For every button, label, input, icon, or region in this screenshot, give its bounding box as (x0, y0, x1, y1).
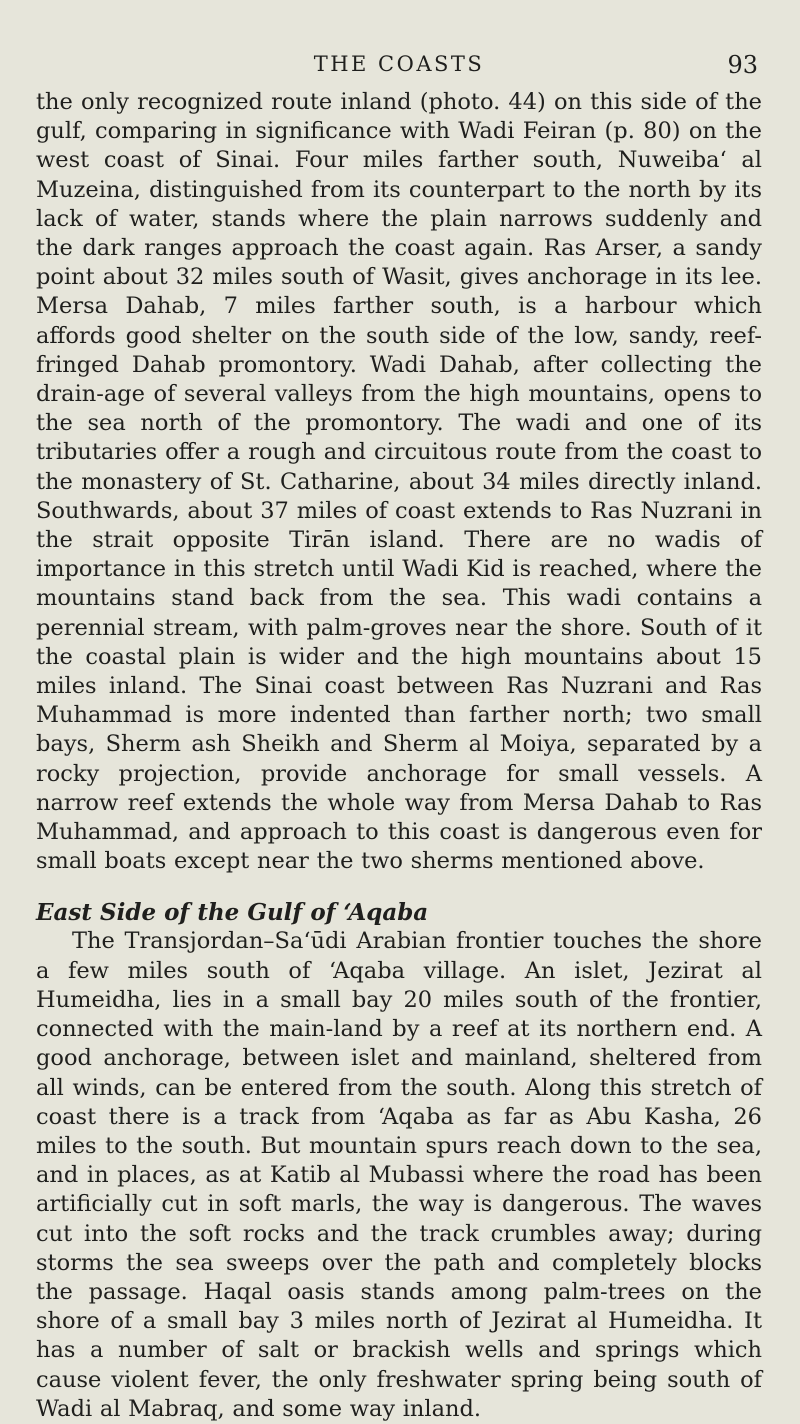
body-paragraph-1: the only recognized route inland (photo. 44) on this side of the gulf, comparing in significance with Wadi Feiran (p. 80) on the west coast of Sinai. Four miles farther south, Nuweiba‘ al Muzeina, distinguished from its counterpart to the north by its lack of water, stands where the plain narrows suddenly and the dark ranges approach the coast again. Ras Arser, a sandy point about 32 miles south of Wasit, gives anchorage in its lee. Mersa Dahab, 7 miles farther south, is a harbour which affords good shelter on the south side of the low, sandy, reef-fringed Dahab promontory. Wadi Dahab, after collecting the drain-age of several valleys from the high mountains, opens to the sea north of the promontory. The wadi and one of its tributaries offer a rough and circuitous route from the coast to the monastery of St. Catharine, about 34 miles directly inland. Southwards, about 37 miles of coast extends to Ras Nuzrani in the strait opposite Tirān island. There are no wadis of importance in this stretch until Wadi Kid is reached, where the mountains stand back from the sea. This wadi contains a perennial stream, with palm-groves near the shore. South of it the coastal plain is wider and the high mountains about 15 miles inland. The Sinai coast between Ras Nuzrani and Ras Muhammad is more indented than farther north; two small bays, Sherm ash Sheikh and Sherm al Moiya, separated by a rocky projection, provide anchorage for small vessels. A narrow reef extends the whole way from Mersa Dahab to Ras Muhammad, and approach to this coast is dangerous even for small boats except near the two sherms mentioned above. (36, 89, 762, 875)
section-heading: East Side of the Gulf of ‘Aqaba (36, 899, 429, 927)
running-head (36, 52, 762, 82)
running-title: THE COASTS (313, 52, 485, 76)
page-number: 93 (727, 51, 758, 79)
body-paragraph-2: The Transjordan–Sa‘ūdi Arabian frontier touches the shore a few miles south of ‘Aqaba village. An islet, Jezirat al Humeidha, lies in a small bay 20 miles south of the frontier, connected with the main-land by a reef at its northern end. A good anchorage, between islet and mainland, sheltered from all winds, can be entered from the south. Along this stretch of coast there is a track from ‘Aqaba as far as Abu Kasha, 26 miles to the south. But mountain spurs reach down to the sea, and in places, as at Katib al Mubassi where the road has been artificially cut in soft marls, the way is dangerous. The waves cut into the soft rocks and the track crumbles away; during storms the sea sweeps over the path and completely blocks the passage. Haqal oasis stands among palm-trees on the shore of a small bay 3 miles north of Jezirat al Humeidha. It has a number of salt or brackish wells and springs which cause violent fever, the only freshwater spring being south of Wadi al Mabraq, and some way inland. (36, 928, 762, 1422)
